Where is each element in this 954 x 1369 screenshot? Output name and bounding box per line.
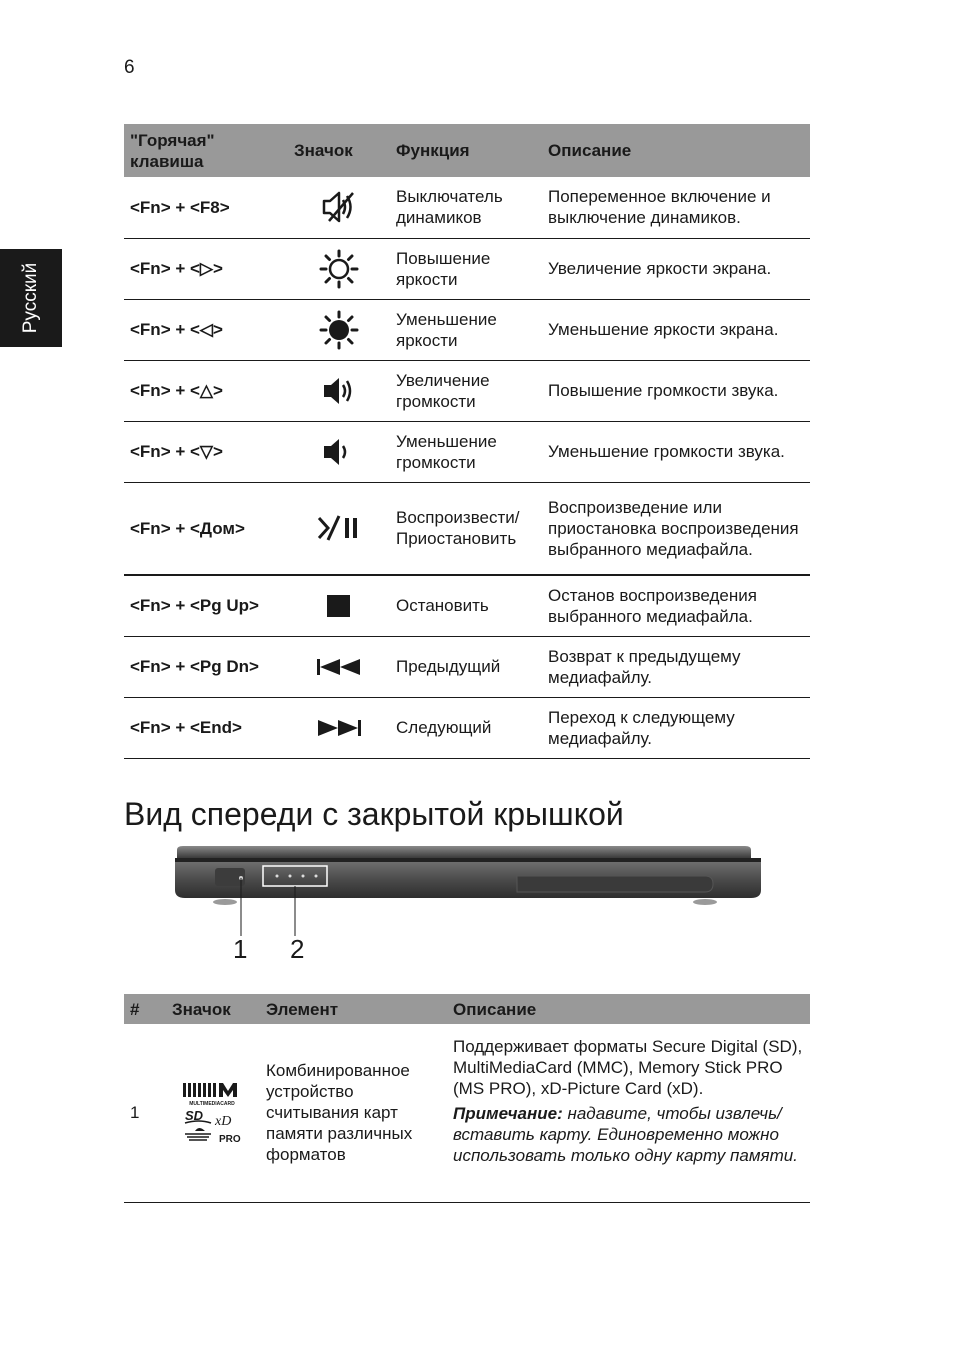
table-row (124, 1024, 810, 1202)
header-number: # (124, 994, 166, 1024)
element-table-header (124, 994, 810, 1024)
svg-text:SD: SD (185, 1107, 204, 1123)
description: Останов воспроизведения выбранного медиафайла. (542, 575, 810, 636)
table-row (124, 575, 810, 636)
language-tab-label: Русский (20, 262, 41, 334)
hotkey: <Fn> + <F8> (124, 177, 288, 238)
description: Увеличение яркости экрана. (542, 238, 810, 299)
table-row (124, 238, 810, 299)
header-description: Описание (447, 994, 810, 1024)
note (453, 1103, 804, 1166)
play-pause-icon (317, 514, 361, 542)
table-row (124, 299, 810, 360)
element-description: Поддерживает форматы Secure Digital (SD), MultiMediaCard (MMC), Memory Stick PRO (MS PRO), xD-Picture Card (xD). (453, 1037, 803, 1098)
note-text: надавите, чтобы извлечь/вставить карту. Единовременно можно использовать только одну карту памяти. (453, 1104, 798, 1165)
description: Возврат к предыдущему медиафайлу. (542, 636, 810, 697)
hotkey: <Fn> + <▽> (124, 421, 288, 482)
function: Воспроизвести/ Приостановить (390, 482, 542, 575)
header-icon: Значок (288, 124, 390, 177)
header-element: Элемент (260, 994, 447, 1024)
volume-up-icon (321, 375, 357, 407)
hotkey-table (124, 124, 810, 759)
hotkey-table-header (124, 124, 810, 177)
element-table (124, 994, 810, 1203)
description: Воспроизведение или приостановка воспроизведения выбранного медиафайла. (542, 482, 810, 575)
function: Следующий (390, 697, 542, 758)
brightness-up-icon (319, 249, 359, 289)
function: Уменьшение яркости (390, 299, 542, 360)
header-function: Функция (390, 124, 542, 177)
hotkey: <Fn> + <Pg Up> (124, 575, 288, 636)
element-description-cell (447, 1024, 810, 1202)
function: Уменьшение громкости (390, 421, 542, 482)
description: Повышение громкости звука. (542, 360, 810, 421)
callout-lines (165, 912, 365, 942)
header-description: Описание (542, 124, 810, 177)
svg-text:PRO: PRO (219, 1133, 241, 1145)
function: Предыдущий (390, 636, 542, 697)
brightness-down-icon (319, 310, 359, 350)
description: Переход к следующему медиафайлу. (542, 697, 810, 758)
hotkey: <Fn> + <△> (124, 360, 288, 421)
table-row (124, 697, 810, 758)
language-tab (0, 249, 62, 347)
svg-text:MULTIMEDIACARD: MULTIMEDIACARD (189, 1100, 235, 1107)
speaker-mute-icon (319, 190, 359, 224)
hotkey: <Fn> + <Pg Dn> (124, 636, 288, 697)
table-row (124, 177, 810, 238)
header-hotkey: "Горячая" клавиша (124, 124, 288, 177)
callout-1: 1 (233, 934, 248, 964)
element-name: Комбинированное устройство считывания карт памяти различных форматов (260, 1024, 447, 1202)
card-reader-logos-icon (181, 1081, 245, 1145)
stop-icon (326, 594, 352, 618)
table-row (124, 636, 810, 697)
laptop-front-illustration (165, 842, 765, 912)
table-row (124, 421, 810, 482)
callout-2: 2 (290, 934, 305, 964)
note-label: Примечание: (453, 1104, 563, 1123)
function: Увеличение громкости (390, 360, 542, 421)
header-icon: Значок (166, 994, 260, 1024)
page-number: 6 (124, 57, 135, 78)
description: Уменьшение яркости экрана. (542, 299, 810, 360)
description: Попеременное включение и выключение динамиков. (542, 177, 810, 238)
function: Остановить (390, 575, 542, 636)
hotkey: <Fn> + <◁> (124, 299, 288, 360)
table-row (124, 360, 810, 421)
hotkey: <Fn> + <▷> (124, 238, 288, 299)
svg-text:xD: xD (215, 1113, 232, 1129)
function: Повышение яркости (390, 238, 542, 299)
hotkey: <Fn> + <Дом> (124, 482, 288, 575)
hotkey: <Fn> + <End> (124, 697, 288, 758)
table-row (124, 482, 810, 575)
volume-down-icon (321, 436, 357, 468)
description: Уменьшение громкости звука. (542, 421, 810, 482)
section-title: Вид спереди с закрытой крышкой (124, 796, 624, 832)
previous-track-icon (316, 657, 362, 677)
function: Выключатель динамиков (390, 177, 542, 238)
row-number: 1 (124, 1024, 166, 1202)
next-track-icon (316, 718, 362, 738)
